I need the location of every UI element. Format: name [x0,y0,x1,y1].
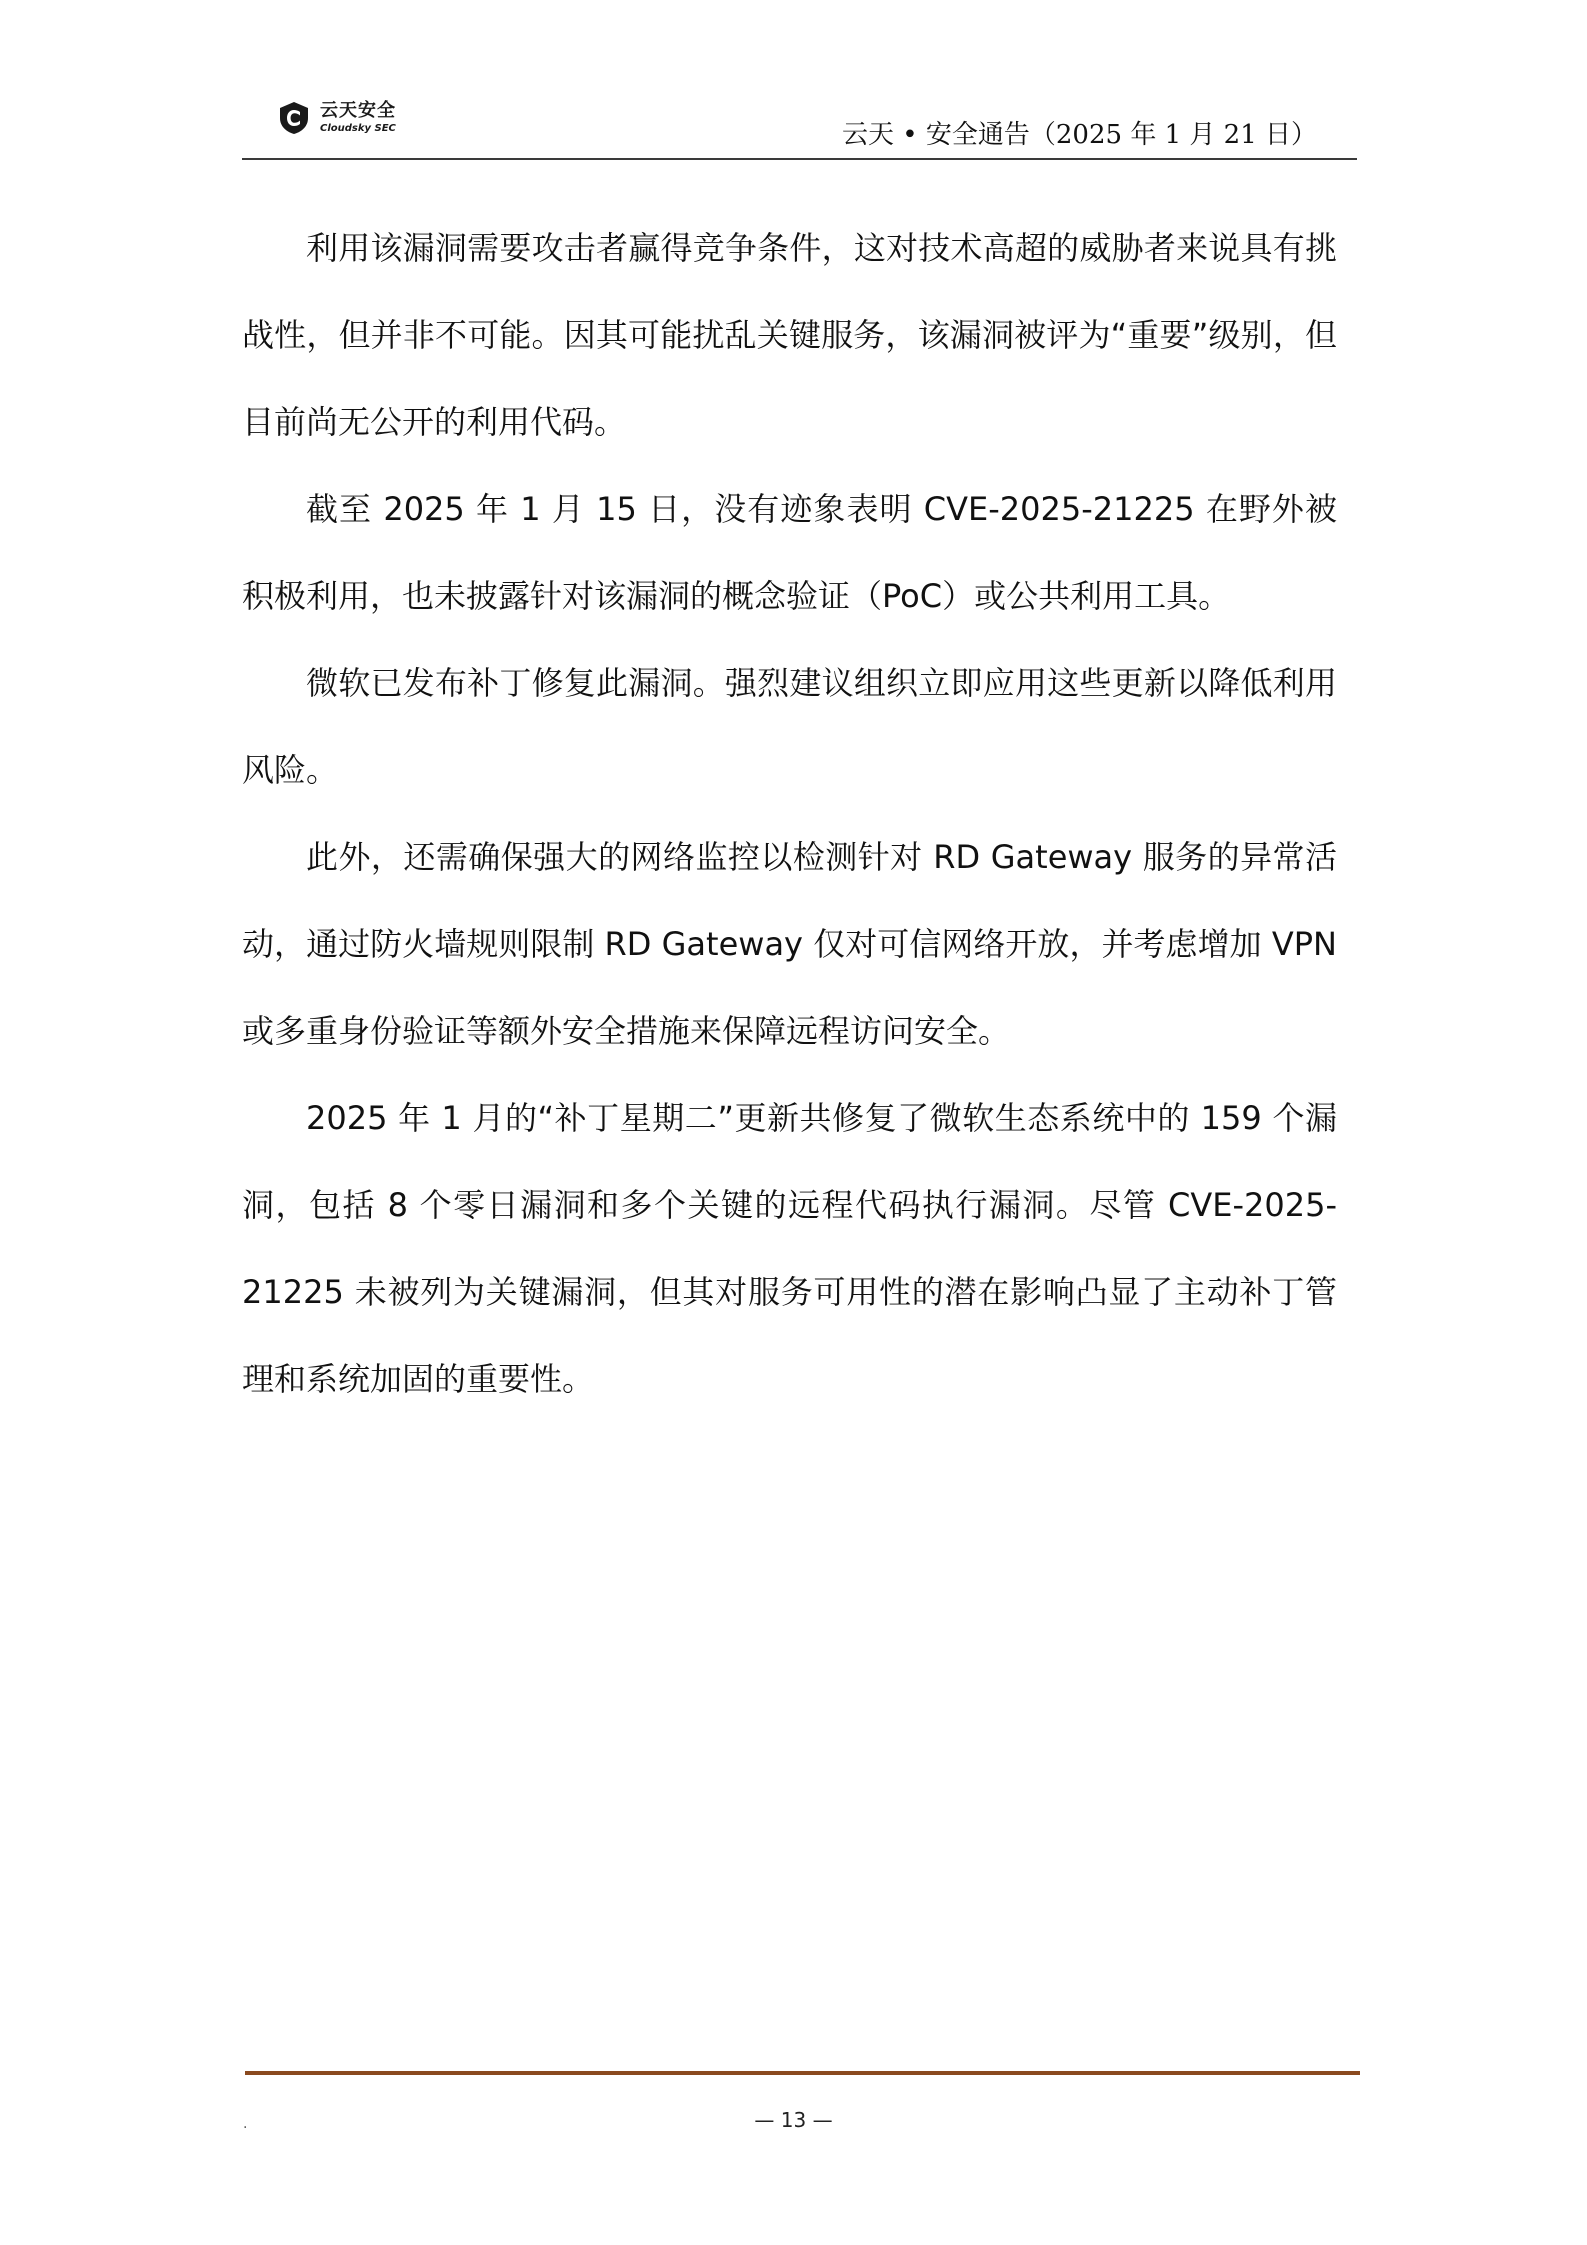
paragraph: 截至 2025 年 1 月 15 日，没有迹象表明 CVE-2025-21225 在野外被积极利用，也未披露针对该漏洞的概念验证（PoC）或公共利用工具。 [242,490,1337,615]
logo-chinese-name: 云天安全 [320,100,396,121]
header-title: 云天 • 安全通告（2025 年 1 月 21 日） [842,120,1317,150]
header-divider [242,158,1357,160]
brand-logo [276,100,396,136]
logo-english-name: Cloudsky SEC [320,123,396,134]
paragraph: 此外，还需确保强大的网络监控以检测针对 RD Gateway 服务的异常活动，通过防火墙规则限制 RD Gateway 仅对可信网络开放，并考虑增加 VPN 或多重身份验证等额外安全措施来保障远程访问安全。 [242,838,1337,1050]
cloudsky-shield-logo-icon [276,100,312,136]
footer-divider [245,2071,1360,2075]
paragraph: 微软已发布补丁修复此漏洞。强烈建议组织立即应用这些更新以降低利用风险。 [242,664,1337,789]
page-number: — 13 — [754,2108,833,2132]
paragraph: 利用该漏洞需要攻击者赢得竞争条件，这对技术高超的威胁者来说具有挑战性，但并非不可能。因其可能扰乱关键服务，该漏洞被评为“重要”级别，但目前尚无公开的利用代码。 [242,229,1337,441]
paragraph: 2025 年 1 月的“补丁星期二”更新共修复了微软生态系统中的 159 个漏洞，包括 8 个零日漏洞和多个关键的远程代码执行漏洞。尽管 CVE-2025-21225 未被列为关键漏洞，但其对服务可用性的潜在影响凸显了主动补丁管理和系统加固的重要性。 [242,1099,1337,1398]
page-header [242,92,1357,162]
footer-dot: . [243,2116,248,2132]
document-body [242,205,1337,1423]
